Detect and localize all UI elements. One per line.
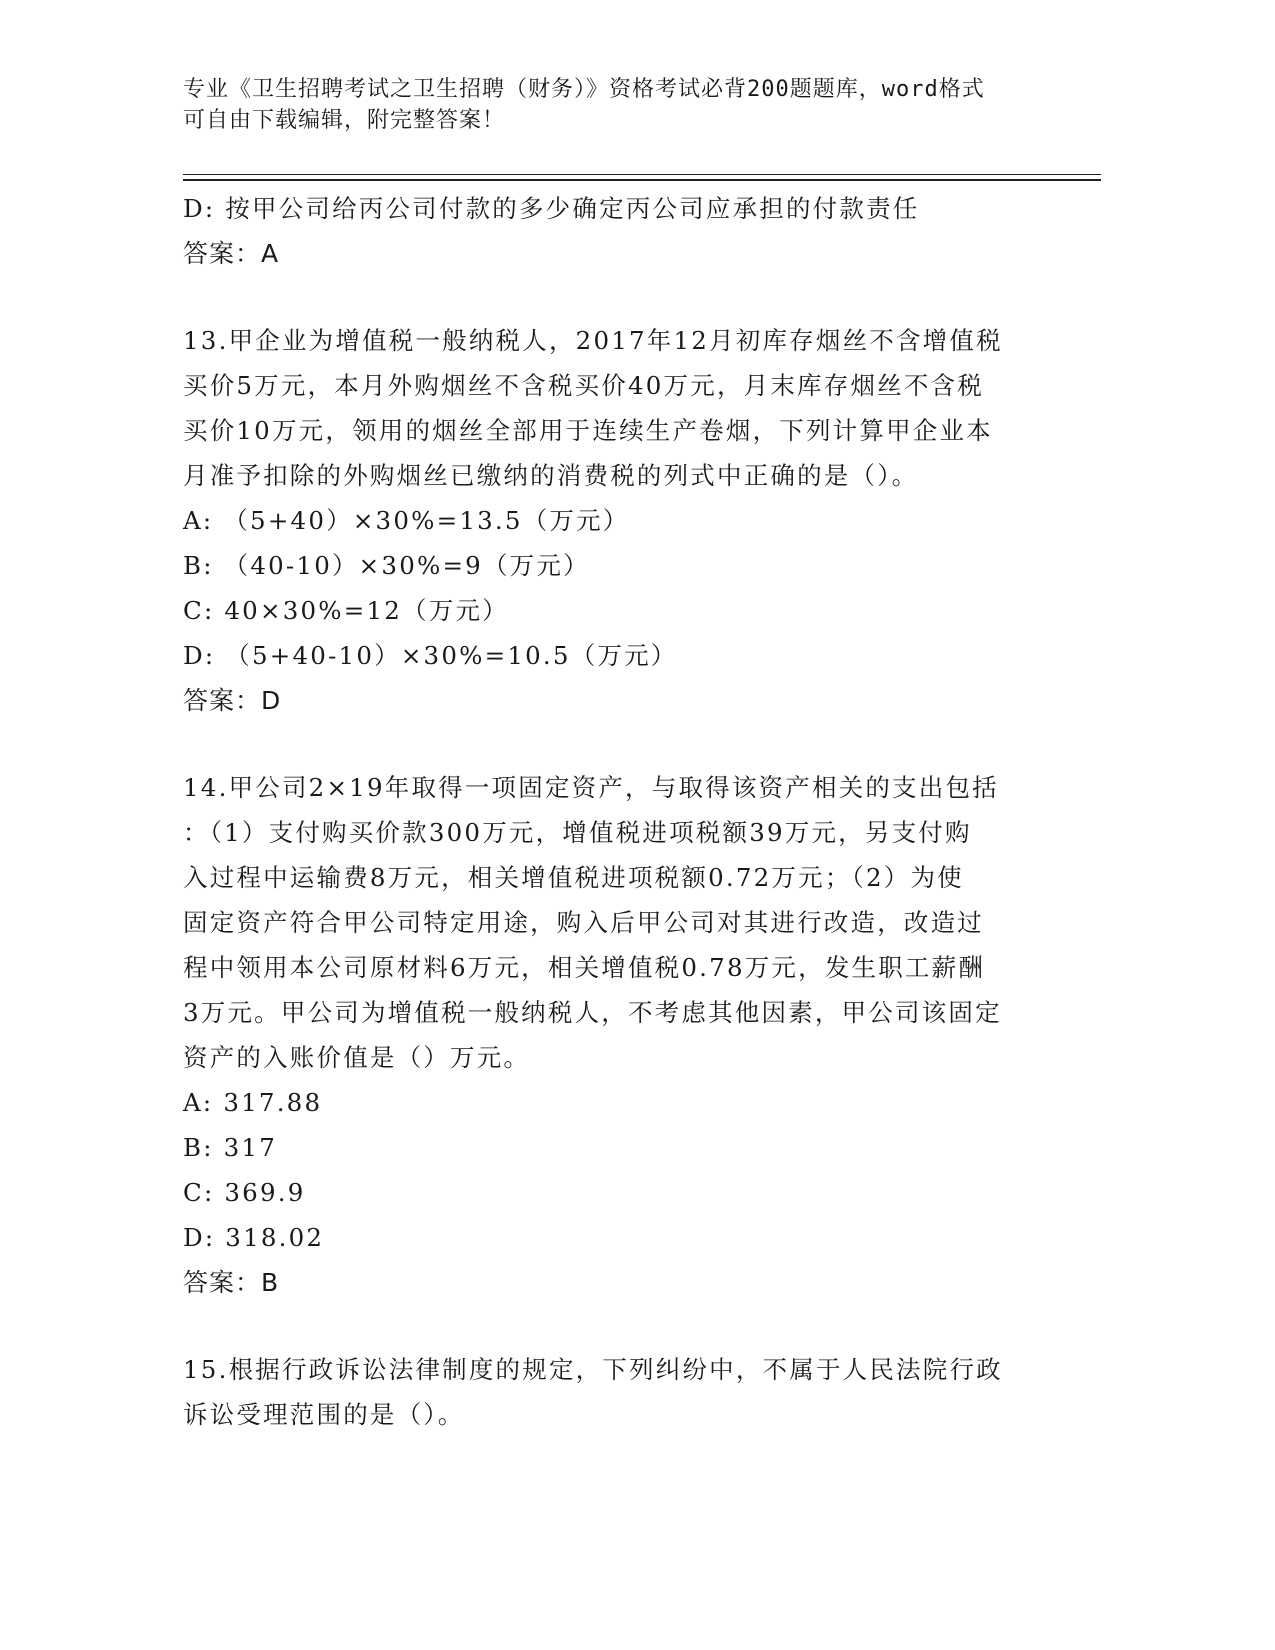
- question-13-option-a: A: （5+40）×30%=13.5（万元）: [183, 506, 630, 535]
- header-divider-thick: [183, 179, 1101, 181]
- spacer: [183, 276, 1083, 318]
- question-14-option-c: C: 369.9: [183, 1178, 306, 1207]
- question-14-answer: 答案：B: [183, 1268, 280, 1297]
- spacer: [183, 723, 1083, 765]
- question-14: [183, 765, 1083, 1305]
- header-line-1: 专业《卫生招聘考试之卫生招聘（财务）》资格考试必背200题题库，word格式: [183, 77, 985, 102]
- question-15: [183, 1347, 1083, 1437]
- document-body: [183, 186, 1083, 1437]
- question-14-option-d: D: 318.02: [183, 1223, 325, 1252]
- question-14-stem-line: 固定资产符合甲公司特定用途，购入后甲公司对其进行改造，改造过: [183, 908, 984, 937]
- question-14-option-a: A: 317.88: [183, 1088, 323, 1117]
- header-divider-thin: [183, 174, 1101, 175]
- question-13-option-d: D: （5+40-10）×30%=10.5（万元）: [183, 641, 678, 670]
- question-13-stem-line: 买价5万元，本月外购烟丝不含税买价40万元，月末库存烟丝不含税: [183, 371, 984, 400]
- question-13: [183, 318, 1083, 723]
- question-13-answer: 答案：D: [183, 686, 282, 715]
- question-13-stem-line: 13.甲企业为增值税一般纳税人，2017年12月初库存烟丝不含增值税: [183, 326, 1003, 355]
- document-header: [183, 74, 1063, 136]
- question-14-stem-line: 3万元。甲公司为增值税一般纳税人，不考虑其他因素，甲公司该固定: [183, 998, 1002, 1027]
- question-13-option-c: C: 40×30%=12（万元）: [183, 596, 509, 625]
- question-13-stem-line: 月准予扣除的外购烟丝已缴纳的消费税的列式中正确的是（）。: [183, 461, 919, 490]
- question-14-stem-line: 入过程中运输费8万元，相关增值税进项税额0.72万元；（2）为使: [183, 863, 964, 892]
- question-13-option-b: B: （40-10）×30%=9（万元）: [183, 551, 590, 580]
- question-14-option-b: B: 317: [183, 1133, 278, 1162]
- question-14-stem-line: 资产的入账价值是（）万元。: [183, 1043, 531, 1072]
- prev-option-d: D: 按甲公司给丙公司付款的多少确定丙公司应承担的付款责任: [183, 194, 920, 223]
- question-15-stem-line: 15.根据行政诉讼法律制度的规定，下列纠纷中，不属于人民法院行政: [183, 1355, 1003, 1384]
- question-13-stem-line: 买价10万元，领用的烟丝全部用于连续生产卷烟，下列计算甲企业本: [183, 416, 993, 445]
- question-14-stem-line: 14.甲公司2×19年取得一项固定资产，与取得该资产相关的支出包括: [183, 773, 999, 802]
- question-15-stem-line: 诉讼受理范围的是（）。: [183, 1400, 465, 1429]
- header-line-2: 可自由下载编辑，附完整答案！: [183, 108, 506, 133]
- prev-answer: 答案：A: [183, 239, 280, 268]
- spacer: [183, 1305, 1083, 1347]
- question-14-stem-line: ：（1）支付购买价款300万元，增值税进项税额39万元，另支付购: [183, 818, 972, 847]
- question-14-stem-line: 程中领用本公司原材料6万元，相关增值税0.78万元，发生职工薪酬: [183, 953, 986, 982]
